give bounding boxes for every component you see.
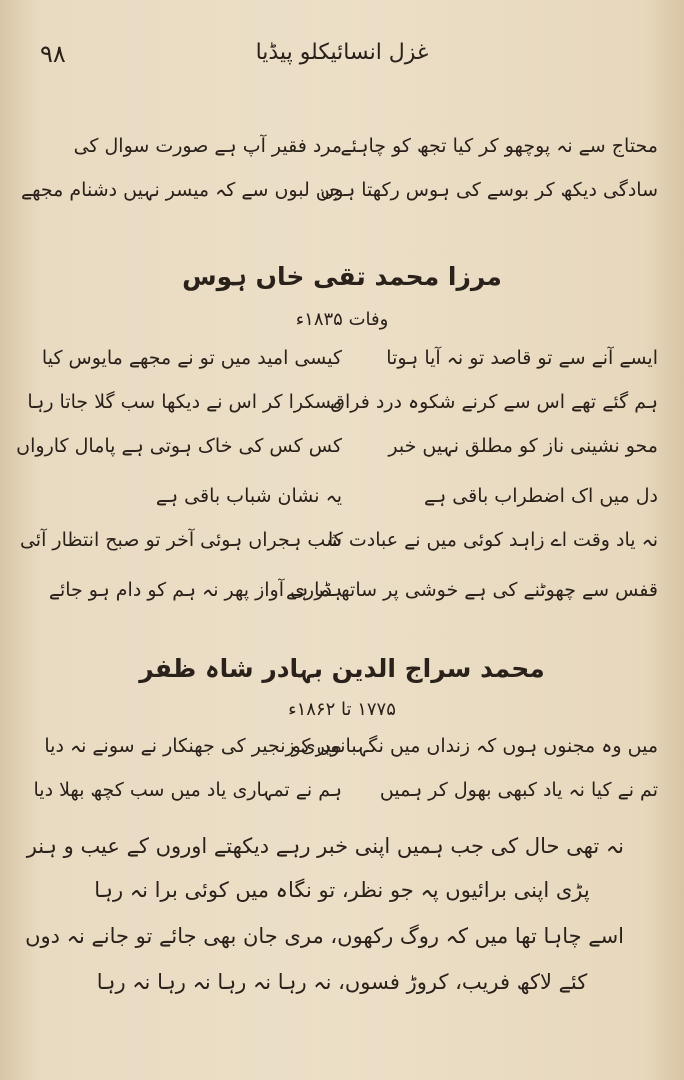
misra-right: محتاج سے نہ پوچھو کر کیا تجھ کو چاہئے [340,135,658,157]
misra-left: شب ہجراں ہوئی آخر تو صبح انتظار آئی [19,529,342,551]
couplet [19,522,658,558]
misra-right: محو نشینی ناز کو مطلق نہیں خبر [388,435,658,457]
couplet [30,772,658,808]
misra-right: نہ یاد وقت اے زاہد کوئی میں نے عبادت کا [327,529,658,551]
page-number: ۹۸ [40,40,66,68]
poet-heading: مرزا محمد تقی خاں ہوس [182,262,502,291]
misra-right: قفس سے چھوٹنے کی ہے خوشی پر ساتھ ڈر ہے [286,579,658,601]
misra-right: دل میں اک اضطراب باقی ہے [423,485,658,507]
ghazal-line: پڑی اپنی برائیوں پہ جو نظر، تو نگاہ میں کوئی برا نہ رہا [94,878,590,902]
couplet [30,572,658,608]
misra-right: سادگی دیکھ کر بوسے کی ہوس رکھتا ہوں [320,179,658,201]
misra-left: کس کس کی خاک ہوتی ہے پامال کارواں [16,435,342,457]
poet-heading: محمد سراج الدین بہادر شاہ ظفر [139,654,545,683]
running-title: غزل انسائیکلو پیڈیا [255,40,429,65]
top-couplet [21,172,658,208]
misra-right: ایسے آنے سے تو قاصد تو نہ آیا ہوتا [386,347,658,369]
poet-dates: ۱۷۷۵ تا ۱۸۶۲ء [288,699,396,720]
couplet [27,384,658,420]
misra-left: ہم نے تمہاری یاد میں سب کچھ بھلا دیا [33,779,342,801]
misra-right: تم نے کیا نہ یاد کبھی بھول کر ہمیں [379,779,658,801]
misra-left: جن لبوں سے کہ میسر نہیں دشنام مجھے [21,179,342,201]
ghazal-line: اسے چاہا تھا میں کہ روگ رکھوں، مری جان بھی جائے تو جانے نہ دوں [25,924,624,948]
misra-right: میں وہ مجنوں ہوں کہ زنداں میں نگہبانوں کو [291,735,658,757]
top-couplet [30,128,658,164]
misra-left: کیسی امید میں تو نے مجھے مایوس کیا [41,347,342,369]
couplet [16,428,658,464]
misra-left: میری زنجیر کی جھنکار نے سونے نہ دیا [44,735,342,757]
misra-left: یہ نشان شباب باقی ہے [155,485,342,507]
couplet [30,478,658,514]
misra-right: ہم گئے تھے اس سے کرنے شکوہ درد فراق [330,391,658,413]
couplet [30,728,658,764]
ghazal-line: کئے لاکھ فریب، کروڑ فسوں، نہ رہا نہ رہا نہ رہا نہ رہا [96,970,588,994]
poet-dates: وفات ۱۸۳۵ء [295,309,389,330]
misra-left: مرد فقیر آپ ہے صورت سوال کی [73,135,342,157]
misra-left: ہماری آواز پھر نہ ہم کو دام ہو جائے [48,579,342,601]
couplet [30,340,658,376]
ghazal-line: نہ تھی حال کی جب ہمیں اپنی خبر رہے دیکھتے اوروں کے عیب و ہنر [26,834,624,858]
misra-left: مسکرا کر اس نے دیکھا سب گلا جاتا رہا [27,391,342,413]
page-header [40,40,644,80]
